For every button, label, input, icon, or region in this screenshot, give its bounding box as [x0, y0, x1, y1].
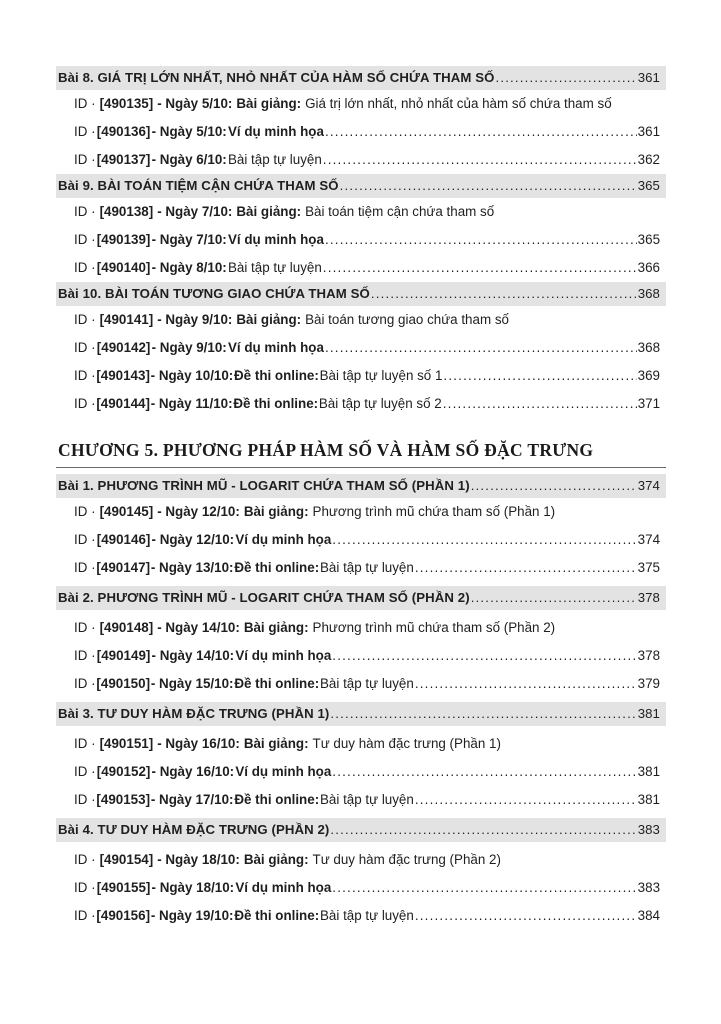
id-label: ID ·	[74, 560, 96, 575]
dot-leader	[325, 338, 637, 358]
item-code: [490156]	[96, 908, 151, 923]
item-day: - Ngày 16/10:	[151, 764, 235, 779]
item-code: [490144]	[96, 396, 150, 411]
toc-item-row[interactable]	[56, 254, 666, 282]
lesson-title: Bài 2. PHƯƠNG TRÌNH MŨ - LOGARIT CHỨA THAM SỐ (PHẦN 2)	[58, 590, 470, 605]
item-description: Bài tập tự luyện	[320, 676, 414, 691]
id-label: ID ·	[74, 96, 96, 111]
item-description: Bài toán tiệm cận chứa tham số	[305, 204, 495, 219]
id-label: ID ·	[74, 124, 96, 139]
item-type: Đề thi online:	[233, 396, 319, 411]
id-label: ID ·	[74, 368, 96, 383]
toc-item-row[interactable]	[56, 526, 666, 554]
toc-lesson-row[interactable]	[56, 174, 666, 198]
item-type: Bài giảng:	[243, 852, 309, 867]
item-day: - Ngày 18/10:	[157, 852, 240, 867]
page-number: 381	[637, 764, 661, 779]
page-number: 378	[637, 648, 661, 663]
dot-leader	[325, 122, 637, 142]
dot-leader	[332, 530, 636, 550]
item-type: Ví dụ minh họa	[227, 340, 324, 355]
id-label: ID ·	[74, 260, 96, 275]
item-type: Bài giảng:	[243, 504, 309, 519]
dot-leader	[415, 674, 637, 694]
dot-leader	[325, 230, 637, 250]
dot-leader	[330, 704, 636, 724]
item-type: Bài giảng:	[243, 620, 309, 635]
item-type: Đề thi online:	[234, 676, 320, 691]
page-number: 365	[637, 178, 660, 193]
toc-item-row[interactable]	[56, 786, 666, 814]
item-code: [490143]	[96, 368, 150, 383]
item-code: [490139]	[96, 232, 151, 247]
item-type: Bài giảng:	[236, 204, 302, 219]
item-description: Bài tập tự luyện	[227, 260, 322, 275]
item-type: Bài giảng:	[236, 312, 302, 327]
toc-lesson-row[interactable]	[56, 282, 666, 306]
lesson-title: Bài 3. TƯ DUY HÀM ĐẶC TRƯNG (PHẦN 1)	[58, 706, 330, 721]
item-type: Bài giảng:	[236, 96, 302, 111]
item-code: [490154]	[99, 852, 154, 867]
page-number: 369	[637, 368, 660, 383]
id-label: ID ·	[74, 648, 96, 663]
dot-leader	[332, 878, 636, 898]
item-description: Bài tập tự luyện số 2	[318, 396, 442, 411]
item-day: - Ngày 16/10:	[157, 736, 240, 751]
item-description: Giá trị lớn nhất, nhỏ nhất của hàm số chứa tham số	[305, 96, 612, 111]
item-type: Đề thi online:	[234, 560, 320, 575]
lesson-title: Bài 8. GIÁ TRỊ LỚN NHẤT, NHỎ NHẤT CỦA HÀM SỐ CHỨA THAM SỐ	[58, 70, 495, 85]
item-description: Bài tập tự luyện	[320, 792, 414, 807]
item-code: [490142]	[96, 340, 151, 355]
item-type: Đề thi online:	[234, 908, 320, 923]
toc-item-row[interactable]	[56, 670, 666, 698]
item-day: - Ngày 8/10:	[151, 260, 227, 275]
item-code: [490147]	[96, 560, 151, 575]
page-number: 375	[637, 560, 660, 575]
page-number: 384	[637, 908, 660, 923]
item-description: Bài tập tự luyện	[227, 152, 322, 167]
item-description: Tư duy hàm đặc trưng (Phần 1)	[312, 736, 501, 751]
id-label: ID ·	[74, 504, 96, 519]
dot-leader	[415, 790, 637, 810]
toc-item-row[interactable]	[56, 90, 666, 118]
item-code: [490141]	[99, 312, 154, 327]
item-day: - Ngày 6/10:	[151, 152, 227, 167]
item-code: [490146]	[96, 532, 151, 547]
chapter-heading: CHƯƠNG 5. PHƯƠNG PHÁP HÀM SỐ VÀ HÀM SỐ ĐẶC TRƯNG	[56, 430, 666, 468]
item-code: [490149]	[96, 648, 151, 663]
item-type: Đề thi online:	[234, 368, 319, 383]
page-number: 361	[637, 70, 660, 85]
dot-leader	[371, 284, 637, 304]
toc-item-row[interactable]	[56, 874, 666, 902]
item-description: Bài tập tự luyện số 1	[319, 368, 443, 383]
item-type: Ví dụ minh họa	[227, 232, 324, 247]
id-label: ID ·	[74, 880, 96, 895]
toc-item-row[interactable]	[56, 846, 666, 874]
dot-leader	[443, 394, 637, 414]
dot-leader	[471, 476, 637, 496]
page-number: 366	[637, 260, 660, 275]
item-day: - Ngày 12/10:	[151, 532, 235, 547]
page-number: 381	[637, 706, 660, 721]
item-type: Ví dụ minh họa	[235, 648, 332, 663]
page-number: 379	[637, 676, 660, 691]
page-number: 368	[637, 340, 661, 355]
item-day: - Ngày 11/10:	[150, 396, 233, 411]
item-code: [490155]	[96, 880, 151, 895]
page-number: 383	[637, 880, 661, 895]
item-code: [490145]	[99, 504, 154, 519]
toc-item-row[interactable]	[56, 118, 666, 146]
item-day: - Ngày 17/10:	[150, 792, 234, 807]
toc-item-row[interactable]	[56, 642, 666, 670]
item-code: [490135]	[99, 96, 154, 111]
toc-item-row[interactable]	[56, 390, 666, 418]
item-code: [490140]	[96, 260, 151, 275]
item-description: Phương trình mũ chứa tham số (Phần 2)	[312, 620, 556, 635]
item-day: - Ngày 13/10:	[150, 560, 234, 575]
toc-item-row[interactable]	[56, 146, 666, 174]
id-label: ID ·	[74, 232, 96, 247]
toc-lesson-row[interactable]	[56, 818, 666, 842]
toc-item-row[interactable]	[56, 554, 666, 582]
item-code: [490138]	[99, 204, 154, 219]
item-day: - Ngày 7/10:	[157, 204, 233, 219]
id-label: ID ·	[74, 620, 96, 635]
item-day: - Ngày 12/10:	[157, 504, 240, 519]
page-number: 362	[637, 152, 660, 167]
dot-leader	[495, 68, 636, 88]
dot-leader	[443, 366, 636, 386]
page-number: 381	[637, 792, 660, 807]
dot-leader	[471, 588, 637, 608]
item-day: - Ngày 7/10:	[151, 232, 227, 247]
id-label: ID ·	[74, 152, 96, 167]
item-description: Tư duy hàm đặc trưng (Phần 2)	[312, 852, 501, 867]
item-day: - Ngày 14/10:	[157, 620, 240, 635]
dot-leader	[330, 820, 636, 840]
item-code: [490152]	[96, 764, 151, 779]
id-label: ID ·	[74, 852, 96, 867]
dot-leader	[323, 150, 637, 170]
item-day: - Ngày 5/10:	[157, 96, 233, 111]
dot-leader	[340, 176, 637, 196]
toc-item-row[interactable]	[56, 226, 666, 254]
table-of-contents	[56, 66, 666, 930]
dot-leader	[332, 646, 636, 666]
id-label: ID ·	[74, 676, 96, 691]
item-day: - Ngày 9/10:	[157, 312, 233, 327]
toc-item-row[interactable]	[56, 614, 666, 642]
page-number: 374	[637, 478, 660, 493]
id-label: ID ·	[74, 312, 96, 327]
toc-item-row[interactable]	[56, 334, 666, 362]
item-day: - Ngày 5/10:	[151, 124, 227, 139]
page-number: 383	[637, 822, 660, 837]
item-code: [490148]	[99, 620, 154, 635]
item-code: [490150]	[96, 676, 151, 691]
lesson-title: Bài 10. BÀI TOÁN TƯƠNG GIAO CHỨA THAM SỐ	[58, 286, 370, 301]
item-description: Phương trình mũ chứa tham số (Phần 1)	[312, 504, 556, 519]
toc-item-row[interactable]	[56, 758, 666, 786]
item-day: - Ngày 15/10:	[150, 676, 234, 691]
toc-item-row[interactable]	[56, 730, 666, 758]
page-number: 374	[637, 532, 661, 547]
toc-lesson-row[interactable]	[56, 702, 666, 726]
lesson-title: Bài 9. BÀI TOÁN TIỆM CẬN CHỨA THAM SỐ	[58, 178, 339, 193]
id-label: ID ·	[74, 908, 96, 923]
item-code: [490151]	[99, 736, 154, 751]
item-type: Ví dụ minh họa	[235, 532, 332, 547]
page-number: 371	[637, 396, 661, 411]
id-label: ID ·	[74, 736, 96, 751]
item-type: Đề thi online:	[234, 792, 320, 807]
item-day: - Ngày 14/10:	[151, 648, 235, 663]
item-code: [490153]	[96, 792, 151, 807]
page-number: 378	[637, 590, 660, 605]
item-day: - Ngày 18/10:	[151, 880, 235, 895]
toc-item-row[interactable]	[56, 902, 666, 930]
item-type: Ví dụ minh họa	[235, 764, 332, 779]
item-type: Ví dụ minh họa	[235, 880, 332, 895]
item-description: Bài tập tự luyện	[320, 908, 414, 923]
page-number: 361	[637, 124, 661, 139]
id-label: ID ·	[74, 764, 96, 779]
dot-leader	[415, 906, 637, 926]
dot-leader	[323, 258, 637, 278]
item-description: Bài toán tương giao chứa tham số	[305, 312, 509, 327]
toc-item-row[interactable]	[56, 498, 666, 526]
id-label: ID ·	[74, 204, 96, 219]
toc-item-row[interactable]	[56, 362, 666, 390]
page-number: 365	[637, 232, 661, 247]
page-number: 368	[637, 286, 660, 301]
id-label: ID ·	[74, 792, 96, 807]
toc-lesson-row[interactable]	[56, 66, 666, 90]
toc-item-row[interactable]	[56, 306, 666, 334]
toc-lesson-row[interactable]	[56, 474, 666, 498]
item-code: [490136]	[96, 124, 151, 139]
item-day: - Ngày 19/10:	[150, 908, 234, 923]
item-day: - Ngày 10/10:	[150, 368, 234, 383]
item-description: Bài tập tự luyện	[320, 560, 414, 575]
lesson-title: Bài 4. TƯ DUY HÀM ĐẶC TRƯNG (PHẦN 2)	[58, 822, 330, 837]
toc-item-row[interactable]	[56, 198, 666, 226]
item-code: [490137]	[96, 152, 151, 167]
dot-leader	[332, 762, 636, 782]
item-type: Ví dụ minh họa	[227, 124, 324, 139]
id-label: ID ·	[74, 340, 96, 355]
id-label: ID ·	[74, 396, 96, 411]
item-type: Bài giảng:	[243, 736, 309, 751]
toc-lesson-row[interactable]	[56, 586, 666, 610]
id-label: ID ·	[74, 532, 96, 547]
item-day: - Ngày 9/10:	[151, 340, 227, 355]
dot-leader	[415, 558, 637, 578]
lesson-title: Bài 1. PHƯƠNG TRÌNH MŨ - LOGARIT CHỨA THAM SỐ (PHẦN 1)	[58, 478, 470, 493]
